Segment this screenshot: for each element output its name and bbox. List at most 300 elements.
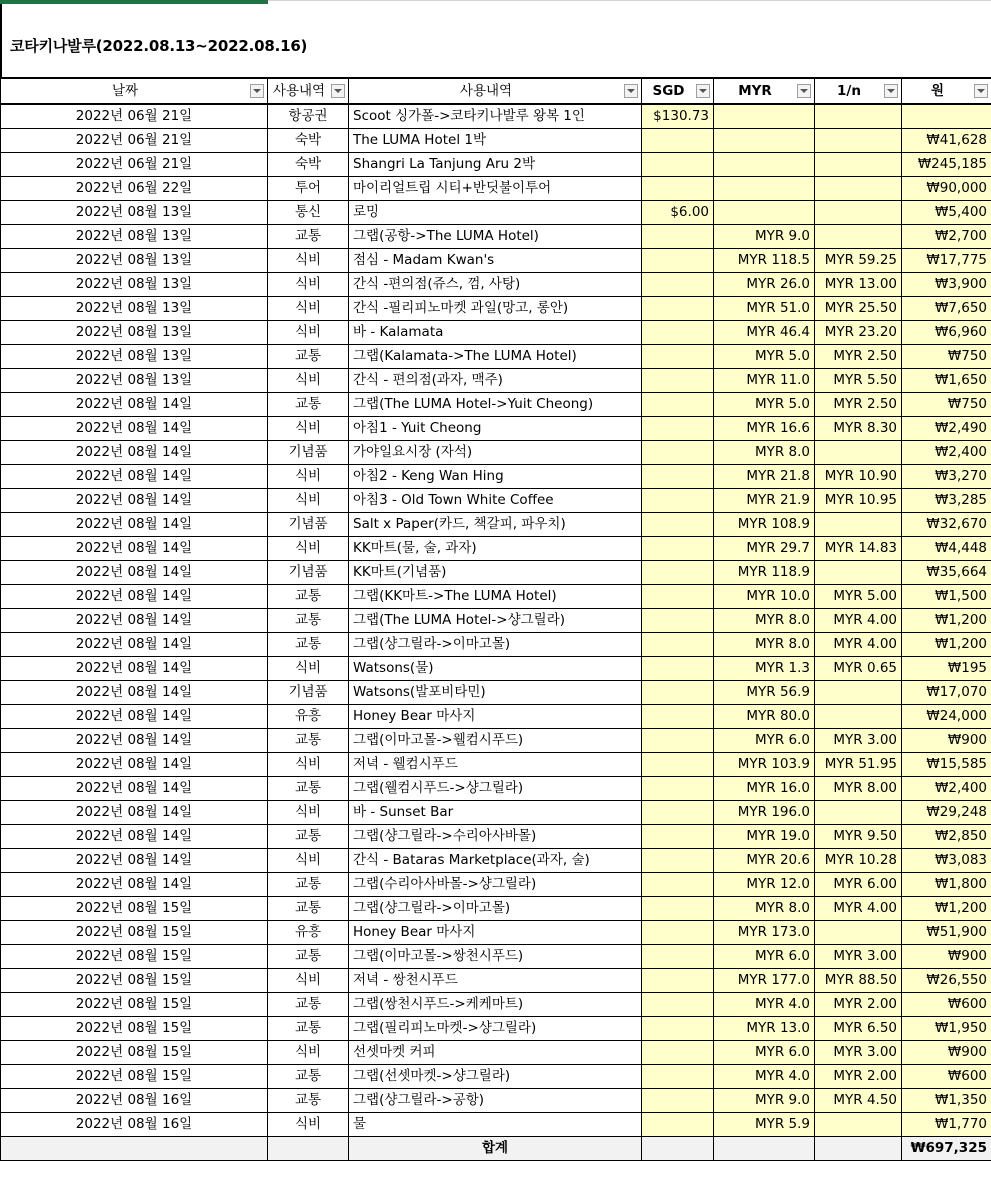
category-cell[interactable]: 교통 — [268, 873, 349, 897]
sgd-cell[interactable] — [642, 465, 714, 489]
krw-cell[interactable]: ₩24,000 — [902, 705, 991, 729]
myr-cell[interactable]: MYR 5.0 — [714, 345, 815, 369]
split-cell[interactable]: MYR 59.25 — [815, 249, 902, 273]
myr-cell[interactable] — [714, 201, 815, 225]
sgd-cell[interactable] — [642, 585, 714, 609]
sgd-cell[interactable] — [642, 321, 714, 345]
split-cell[interactable]: MYR 8.30 — [815, 417, 902, 441]
split-cell[interactable]: MYR 13.00 — [815, 273, 902, 297]
date-cell[interactable]: 2022년 08월 14일 — [1, 825, 268, 849]
filter-dropdown-icon[interactable] — [250, 84, 264, 98]
date-cell[interactable]: 2022년 08월 15일 — [1, 921, 268, 945]
header-krw[interactable] — [902, 78, 991, 104]
myr-cell[interactable]: MYR 8.0 — [714, 633, 815, 657]
sgd-cell[interactable] — [642, 777, 714, 801]
krw-cell[interactable]: ₩4,448 — [902, 537, 991, 561]
myr-cell[interactable]: MYR 5.0 — [714, 393, 815, 417]
sgd-cell[interactable] — [642, 177, 714, 201]
split-cell[interactable] — [815, 921, 902, 945]
date-cell[interactable]: 2022년 08월 14일 — [1, 585, 268, 609]
filter-dropdown-icon[interactable] — [797, 84, 811, 98]
category-cell[interactable]: 기념품 — [268, 441, 349, 465]
category-cell[interactable]: 통신 — [268, 201, 349, 225]
split-cell[interactable]: MYR 88.50 — [815, 969, 902, 993]
split-cell[interactable]: MYR 4.00 — [815, 897, 902, 921]
category-cell[interactable]: 숙박 — [268, 153, 349, 177]
date-cell[interactable]: 2022년 08월 13일 — [1, 345, 268, 369]
description-cell[interactable]: 아침2 - Keng Wan Hing — [349, 465, 642, 489]
split-cell[interactable]: MYR 3.00 — [815, 729, 902, 753]
krw-cell[interactable]: ₩17,775 — [902, 249, 991, 273]
category-cell[interactable]: 기념품 — [268, 513, 349, 537]
description-cell[interactable]: 저녁 - 웰컴시푸드 — [349, 753, 642, 777]
category-cell[interactable]: 식비 — [268, 753, 349, 777]
sgd-cell[interactable] — [642, 513, 714, 537]
date-cell[interactable]: 2022년 08월 13일 — [1, 225, 268, 249]
date-cell[interactable]: 2022년 08월 14일 — [1, 777, 268, 801]
description-cell[interactable]: 바 - Kalamata — [349, 321, 642, 345]
split-cell[interactable]: MYR 4.00 — [815, 609, 902, 633]
date-cell[interactable]: 2022년 08월 13일 — [1, 297, 268, 321]
total-cell-empty[interactable] — [1, 1137, 268, 1161]
category-cell[interactable]: 숙박 — [268, 129, 349, 153]
split-cell[interactable] — [815, 225, 902, 249]
split-cell[interactable]: MYR 6.50 — [815, 1017, 902, 1041]
category-cell[interactable]: 교통 — [268, 825, 349, 849]
krw-cell[interactable]: ₩1,500 — [902, 585, 991, 609]
krw-cell[interactable]: ₩29,248 — [902, 801, 991, 825]
myr-cell[interactable]: MYR 4.0 — [714, 993, 815, 1017]
category-cell[interactable]: 교통 — [268, 225, 349, 249]
split-cell[interactable] — [815, 441, 902, 465]
header-myr[interactable] — [714, 78, 815, 104]
total-value[interactable]: ₩697,325 — [902, 1137, 991, 1161]
category-cell[interactable]: 기념품 — [268, 561, 349, 585]
split-cell[interactable] — [815, 153, 902, 177]
myr-cell[interactable] — [714, 104, 815, 129]
date-cell[interactable]: 2022년 08월 16일 — [1, 1089, 268, 1113]
myr-cell[interactable]: MYR 13.0 — [714, 1017, 815, 1041]
header-split[interactable] — [815, 78, 902, 104]
split-cell[interactable]: MYR 23.20 — [815, 321, 902, 345]
krw-cell[interactable]: ₩2,850 — [902, 825, 991, 849]
myr-cell[interactable]: MYR 4.0 — [714, 1065, 815, 1089]
sgd-cell[interactable] — [642, 273, 714, 297]
sgd-cell[interactable] — [642, 609, 714, 633]
krw-cell[interactable]: ₩600 — [902, 1065, 991, 1089]
date-cell[interactable]: 2022년 08월 15일 — [1, 993, 268, 1017]
category-cell[interactable]: 식비 — [268, 465, 349, 489]
description-cell[interactable]: 물 — [349, 1113, 642, 1137]
description-cell[interactable]: 그랩(KK마트->The LUMA Hotel) — [349, 585, 642, 609]
split-cell[interactable]: MYR 8.00 — [815, 777, 902, 801]
description-cell[interactable]: 바 - Sunset Bar — [349, 801, 642, 825]
krw-cell[interactable]: ₩90,000 — [902, 177, 991, 201]
description-cell[interactable]: 그랩(공항->The LUMA Hotel) — [349, 225, 642, 249]
date-cell[interactable]: 2022년 08월 14일 — [1, 513, 268, 537]
myr-cell[interactable]: MYR 9.0 — [714, 225, 815, 249]
description-cell[interactable]: Watsons(물) — [349, 657, 642, 681]
myr-cell[interactable]: MYR 173.0 — [714, 921, 815, 945]
filter-dropdown-icon[interactable] — [884, 84, 898, 98]
date-cell[interactable]: 2022년 08월 14일 — [1, 441, 268, 465]
date-cell[interactable]: 2022년 08월 13일 — [1, 201, 268, 225]
krw-cell[interactable]: ₩5,400 — [902, 201, 991, 225]
header-category[interactable] — [268, 78, 349, 104]
myr-cell[interactable]: MYR 19.0 — [714, 825, 815, 849]
description-cell[interactable]: 저녁 - 쌍천시푸드 — [349, 969, 642, 993]
krw-cell[interactable]: ₩1,200 — [902, 633, 991, 657]
filter-dropdown-icon[interactable] — [696, 84, 710, 98]
date-cell[interactable]: 2022년 08월 13일 — [1, 249, 268, 273]
description-cell[interactable]: 그랩(쌍천시푸드->케케마트) — [349, 993, 642, 1017]
sgd-cell[interactable] — [642, 441, 714, 465]
date-cell[interactable]: 2022년 08월 14일 — [1, 489, 268, 513]
description-cell[interactable]: 간식 - Bataras Marketplace(과자, 술) — [349, 849, 642, 873]
filter-dropdown-icon[interactable] — [331, 84, 345, 98]
description-cell[interactable]: 그랩(샹그릴라->수리아사바몰) — [349, 825, 642, 849]
krw-cell[interactable]: ₩3,270 — [902, 465, 991, 489]
date-cell[interactable]: 2022년 08월 15일 — [1, 1017, 268, 1041]
description-cell[interactable]: 그랩(이마고몰->쌍천시푸드) — [349, 945, 642, 969]
krw-cell[interactable]: ₩1,200 — [902, 897, 991, 921]
split-cell[interactable] — [815, 129, 902, 153]
myr-cell[interactable]: MYR 6.0 — [714, 1041, 815, 1065]
split-cell[interactable]: MYR 3.00 — [815, 945, 902, 969]
split-cell[interactable]: MYR 10.90 — [815, 465, 902, 489]
description-cell[interactable]: Watsons(발포비타민) — [349, 681, 642, 705]
myr-cell[interactable]: MYR 118.5 — [714, 249, 815, 273]
description-cell[interactable]: 그랩(샹그릴라->이마고몰) — [349, 897, 642, 921]
krw-cell[interactable]: ₩750 — [902, 345, 991, 369]
split-cell[interactable] — [815, 201, 902, 225]
description-cell[interactable]: Scoot 싱가폴->코타키나발루 왕복 1인 — [349, 104, 642, 129]
description-cell[interactable]: 그랩(The LUMA Hotel->Yuit Cheong) — [349, 393, 642, 417]
description-cell[interactable]: 아침1 - Yuit Cheong — [349, 417, 642, 441]
split-cell[interactable] — [815, 1113, 902, 1137]
header-sgd[interactable] — [642, 78, 714, 104]
sgd-cell[interactable] — [642, 417, 714, 441]
sgd-cell[interactable] — [642, 897, 714, 921]
date-cell[interactable]: 2022년 08월 14일 — [1, 417, 268, 441]
sgd-cell[interactable] — [642, 1041, 714, 1065]
split-cell[interactable] — [815, 681, 902, 705]
krw-cell[interactable]: ₩7,650 — [902, 297, 991, 321]
split-cell[interactable]: MYR 0.65 — [815, 657, 902, 681]
date-cell[interactable]: 2022년 08월 13일 — [1, 273, 268, 297]
description-cell[interactable]: Salt x Paper(카드, 책갈피, 파우치) — [349, 513, 642, 537]
krw-cell[interactable]: ₩600 — [902, 993, 991, 1017]
krw-cell[interactable]: ₩2,400 — [902, 777, 991, 801]
category-cell[interactable]: 투어 — [268, 177, 349, 201]
date-cell[interactable]: 2022년 08월 14일 — [1, 729, 268, 753]
myr-cell[interactable]: MYR 103.9 — [714, 753, 815, 777]
category-cell[interactable]: 식비 — [268, 849, 349, 873]
sgd-cell[interactable] — [642, 825, 714, 849]
krw-cell[interactable]: ₩3,083 — [902, 849, 991, 873]
sgd-cell[interactable] — [642, 849, 714, 873]
split-cell[interactable]: MYR 10.95 — [815, 489, 902, 513]
sgd-cell[interactable] — [642, 729, 714, 753]
category-cell[interactable]: 유흥 — [268, 705, 349, 729]
date-cell[interactable]: 2022년 08월 13일 — [1, 321, 268, 345]
date-cell[interactable]: 2022년 08월 15일 — [1, 969, 268, 993]
sgd-cell[interactable] — [642, 633, 714, 657]
split-cell[interactable]: MYR 6.00 — [815, 873, 902, 897]
category-cell[interactable]: 식비 — [268, 489, 349, 513]
split-cell[interactable] — [815, 561, 902, 585]
myr-cell[interactable]: MYR 5.9 — [714, 1113, 815, 1137]
description-cell[interactable]: 그랩(선셋마켓->샹그릴라) — [349, 1065, 642, 1089]
description-cell[interactable]: 점심 - Madam Kwan's — [349, 249, 642, 273]
krw-cell[interactable] — [902, 104, 991, 129]
date-cell[interactable]: 2022년 08월 15일 — [1, 945, 268, 969]
krw-cell[interactable]: ₩26,550 — [902, 969, 991, 993]
description-cell[interactable]: The LUMA Hotel 1박 — [349, 129, 642, 153]
header-description[interactable] — [349, 78, 642, 104]
krw-cell[interactable]: ₩2,400 — [902, 441, 991, 465]
split-cell[interactable]: MYR 5.00 — [815, 585, 902, 609]
date-cell[interactable]: 2022년 08월 14일 — [1, 561, 268, 585]
split-cell[interactable]: MYR 5.50 — [815, 369, 902, 393]
sgd-cell[interactable] — [642, 873, 714, 897]
split-cell[interactable] — [815, 177, 902, 201]
krw-cell[interactable]: ₩900 — [902, 729, 991, 753]
description-cell[interactable]: 그랩(수리아사바몰->샹그릴라) — [349, 873, 642, 897]
myr-cell[interactable] — [714, 129, 815, 153]
category-cell[interactable]: 교통 — [268, 777, 349, 801]
sgd-cell[interactable] — [642, 1017, 714, 1041]
date-cell[interactable]: 2022년 08월 15일 — [1, 1041, 268, 1065]
description-cell[interactable]: 간식 -편의점(쥬스, 껌, 사탕) — [349, 273, 642, 297]
description-cell[interactable]: Honey Bear 마사지 — [349, 705, 642, 729]
description-cell[interactable]: 간식 -필리피노마켓 과일(망고, 롱안) — [349, 297, 642, 321]
krw-cell[interactable]: ₩900 — [902, 945, 991, 969]
date-cell[interactable]: 2022년 06월 21일 — [1, 104, 268, 129]
krw-cell[interactable]: ₩900 — [902, 1041, 991, 1065]
split-cell[interactable]: MYR 51.95 — [815, 753, 902, 777]
date-cell[interactable]: 2022년 08월 14일 — [1, 393, 268, 417]
sgd-cell[interactable] — [642, 945, 714, 969]
sheet-title[interactable]: 코타키나발루(2022.08.13~2022.08.16) — [10, 37, 308, 55]
sgd-cell[interactable] — [642, 993, 714, 1017]
category-cell[interactable]: 교통 — [268, 585, 349, 609]
description-cell[interactable]: KK마트(물, 술, 과자) — [349, 537, 642, 561]
category-cell[interactable]: 교통 — [268, 945, 349, 969]
category-cell[interactable]: 교통 — [268, 1089, 349, 1113]
myr-cell[interactable]: MYR 6.0 — [714, 945, 815, 969]
description-cell[interactable]: 가야일요시장 (자석) — [349, 441, 642, 465]
date-cell[interactable]: 2022년 08월 14일 — [1, 633, 268, 657]
myr-cell[interactable]: MYR 6.0 — [714, 729, 815, 753]
krw-cell[interactable]: ₩1,200 — [902, 609, 991, 633]
sgd-cell[interactable] — [642, 561, 714, 585]
myr-cell[interactable]: MYR 9.0 — [714, 1089, 815, 1113]
date-cell[interactable]: 2022년 06월 22일 — [1, 177, 268, 201]
sgd-cell[interactable] — [642, 297, 714, 321]
myr-cell[interactable]: MYR 11.0 — [714, 369, 815, 393]
myr-cell[interactable]: MYR 8.0 — [714, 441, 815, 465]
category-cell[interactable]: 식비 — [268, 321, 349, 345]
total-cell-empty[interactable] — [815, 1137, 902, 1161]
total-cell-empty[interactable] — [642, 1137, 714, 1161]
sgd-cell[interactable] — [642, 489, 714, 513]
myr-cell[interactable]: MYR 10.0 — [714, 585, 815, 609]
myr-cell[interactable]: MYR 80.0 — [714, 705, 815, 729]
description-cell[interactable]: 그랩(웰컴시푸드->샹그릴라) — [349, 777, 642, 801]
header-date[interactable] — [1, 78, 268, 104]
myr-cell[interactable] — [714, 153, 815, 177]
sgd-cell[interactable] — [642, 369, 714, 393]
myr-cell[interactable]: MYR 51.0 — [714, 297, 815, 321]
category-cell[interactable]: 교통 — [268, 993, 349, 1017]
split-cell[interactable] — [815, 801, 902, 825]
split-cell[interactable]: MYR 2.50 — [815, 393, 902, 417]
description-cell[interactable]: 그랩(샹그릴라->이마고몰) — [349, 633, 642, 657]
description-cell[interactable]: 그랩(Kalamata->The LUMA Hotel) — [349, 345, 642, 369]
category-cell[interactable]: 식비 — [268, 537, 349, 561]
myr-cell[interactable] — [714, 177, 815, 201]
date-cell[interactable]: 2022년 08월 14일 — [1, 873, 268, 897]
myr-cell[interactable]: MYR 26.0 — [714, 273, 815, 297]
filter-dropdown-icon[interactable] — [974, 84, 988, 98]
sgd-cell[interactable]: $130.73 — [642, 104, 714, 129]
date-cell[interactable]: 2022년 08월 13일 — [1, 369, 268, 393]
category-cell[interactable]: 교통 — [268, 1017, 349, 1041]
split-cell[interactable]: MYR 10.28 — [815, 849, 902, 873]
krw-cell[interactable]: ₩1,800 — [902, 873, 991, 897]
sgd-cell[interactable] — [642, 705, 714, 729]
sgd-cell[interactable] — [642, 681, 714, 705]
date-cell[interactable]: 2022년 08월 14일 — [1, 537, 268, 561]
category-cell[interactable]: 식비 — [268, 969, 349, 993]
description-cell[interactable]: 그랩(이마고몰->웰컴시푸드) — [349, 729, 642, 753]
total-label[interactable]: 합계 — [349, 1137, 642, 1161]
krw-cell[interactable]: ₩6,960 — [902, 321, 991, 345]
split-cell[interactable]: MYR 9.50 — [815, 825, 902, 849]
krw-cell[interactable]: ₩1,950 — [902, 1017, 991, 1041]
category-cell[interactable]: 식비 — [268, 1113, 349, 1137]
sgd-cell[interactable] — [642, 225, 714, 249]
myr-cell[interactable]: MYR 56.9 — [714, 681, 815, 705]
sgd-cell[interactable] — [642, 1113, 714, 1137]
date-cell[interactable]: 2022년 08월 14일 — [1, 849, 268, 873]
myr-cell[interactable]: MYR 46.4 — [714, 321, 815, 345]
krw-cell[interactable]: ₩41,628 — [902, 129, 991, 153]
split-cell[interactable] — [815, 104, 902, 129]
krw-cell[interactable]: ₩17,070 — [902, 681, 991, 705]
myr-cell[interactable]: MYR 108.9 — [714, 513, 815, 537]
date-cell[interactable]: 2022년 08월 14일 — [1, 465, 268, 489]
sgd-cell[interactable] — [642, 969, 714, 993]
date-cell[interactable]: 2022년 08월 14일 — [1, 753, 268, 777]
date-cell[interactable]: 2022년 08월 14일 — [1, 681, 268, 705]
krw-cell[interactable]: ₩195 — [902, 657, 991, 681]
split-cell[interactable]: MYR 4.50 — [815, 1089, 902, 1113]
date-cell[interactable]: 2022년 06월 21일 — [1, 153, 268, 177]
category-cell[interactable]: 교통 — [268, 1065, 349, 1089]
myr-cell[interactable]: MYR 16.0 — [714, 777, 815, 801]
description-cell[interactable]: 로밍 — [349, 201, 642, 225]
krw-cell[interactable]: ₩1,350 — [902, 1089, 991, 1113]
category-cell[interactable]: 식비 — [268, 249, 349, 273]
date-cell[interactable]: 2022년 08월 14일 — [1, 609, 268, 633]
category-cell[interactable]: 식비 — [268, 657, 349, 681]
category-cell[interactable]: 유흥 — [268, 921, 349, 945]
total-cell-empty[interactable] — [268, 1137, 349, 1161]
myr-cell[interactable]: MYR 177.0 — [714, 969, 815, 993]
category-cell[interactable]: 교통 — [268, 393, 349, 417]
krw-cell[interactable]: ₩32,670 — [902, 513, 991, 537]
category-cell[interactable]: 교통 — [268, 897, 349, 921]
split-cell[interactable]: MYR 4.00 — [815, 633, 902, 657]
date-cell[interactable]: 2022년 08월 14일 — [1, 801, 268, 825]
total-cell-empty[interactable] — [714, 1137, 815, 1161]
category-cell[interactable]: 교통 — [268, 633, 349, 657]
myr-cell[interactable]: MYR 16.6 — [714, 417, 815, 441]
krw-cell[interactable]: ₩1,770 — [902, 1113, 991, 1137]
split-cell[interactable]: MYR 25.50 — [815, 297, 902, 321]
split-cell[interactable]: MYR 14.83 — [815, 537, 902, 561]
krw-cell[interactable]: ₩2,490 — [902, 417, 991, 441]
krw-cell[interactable]: ₩2,700 — [902, 225, 991, 249]
description-cell[interactable]: 마이리얼트립 시티+반딧불이투어 — [349, 177, 642, 201]
split-cell[interactable]: MYR 2.00 — [815, 993, 902, 1017]
sgd-cell[interactable] — [642, 153, 714, 177]
split-cell[interactable]: MYR 2.50 — [815, 345, 902, 369]
description-cell[interactable]: 그랩(샹그릴라->공항) — [349, 1089, 642, 1113]
myr-cell[interactable]: MYR 118.9 — [714, 561, 815, 585]
split-cell[interactable] — [815, 705, 902, 729]
sgd-cell[interactable] — [642, 921, 714, 945]
myr-cell[interactable]: MYR 21.9 — [714, 489, 815, 513]
filter-dropdown-icon[interactable] — [624, 84, 638, 98]
date-cell[interactable]: 2022년 08월 15일 — [1, 1065, 268, 1089]
myr-cell[interactable]: MYR 29.7 — [714, 537, 815, 561]
krw-cell[interactable]: ₩15,585 — [902, 753, 991, 777]
date-cell[interactable]: 2022년 06월 21일 — [1, 129, 268, 153]
category-cell[interactable]: 식비 — [268, 273, 349, 297]
sgd-cell[interactable] — [642, 753, 714, 777]
sgd-cell[interactable] — [642, 393, 714, 417]
myr-cell[interactable]: MYR 8.0 — [714, 609, 815, 633]
description-cell[interactable]: 아침3 - Old Town White Coffee — [349, 489, 642, 513]
description-cell[interactable]: 간식 - 편의점(과자, 맥주) — [349, 369, 642, 393]
description-cell[interactable]: Honey Bear 마사지 — [349, 921, 642, 945]
description-cell[interactable]: KK마트(기념품) — [349, 561, 642, 585]
myr-cell[interactable]: MYR 196.0 — [714, 801, 815, 825]
date-cell[interactable]: 2022년 08월 15일 — [1, 897, 268, 921]
category-cell[interactable]: 교통 — [268, 729, 349, 753]
myr-cell[interactable]: MYR 1.3 — [714, 657, 815, 681]
category-cell[interactable]: 식비 — [268, 369, 349, 393]
krw-cell[interactable]: ₩35,664 — [902, 561, 991, 585]
split-cell[interactable] — [815, 513, 902, 537]
category-cell[interactable]: 식비 — [268, 417, 349, 441]
category-cell[interactable]: 교통 — [268, 345, 349, 369]
split-cell[interactable]: MYR 2.00 — [815, 1065, 902, 1089]
sgd-cell[interactable] — [642, 801, 714, 825]
myr-cell[interactable]: MYR 8.0 — [714, 897, 815, 921]
description-cell[interactable]: Shangri La Tanjung Aru 2박 — [349, 153, 642, 177]
sgd-cell[interactable]: $6.00 — [642, 201, 714, 225]
date-cell[interactable]: 2022년 08월 14일 — [1, 657, 268, 681]
krw-cell[interactable]: ₩750 — [902, 393, 991, 417]
description-cell[interactable]: 그랩(The LUMA Hotel->샹그릴라) — [349, 609, 642, 633]
krw-cell[interactable]: ₩3,900 — [902, 273, 991, 297]
myr-cell[interactable]: MYR 21.8 — [714, 465, 815, 489]
sgd-cell[interactable] — [642, 657, 714, 681]
